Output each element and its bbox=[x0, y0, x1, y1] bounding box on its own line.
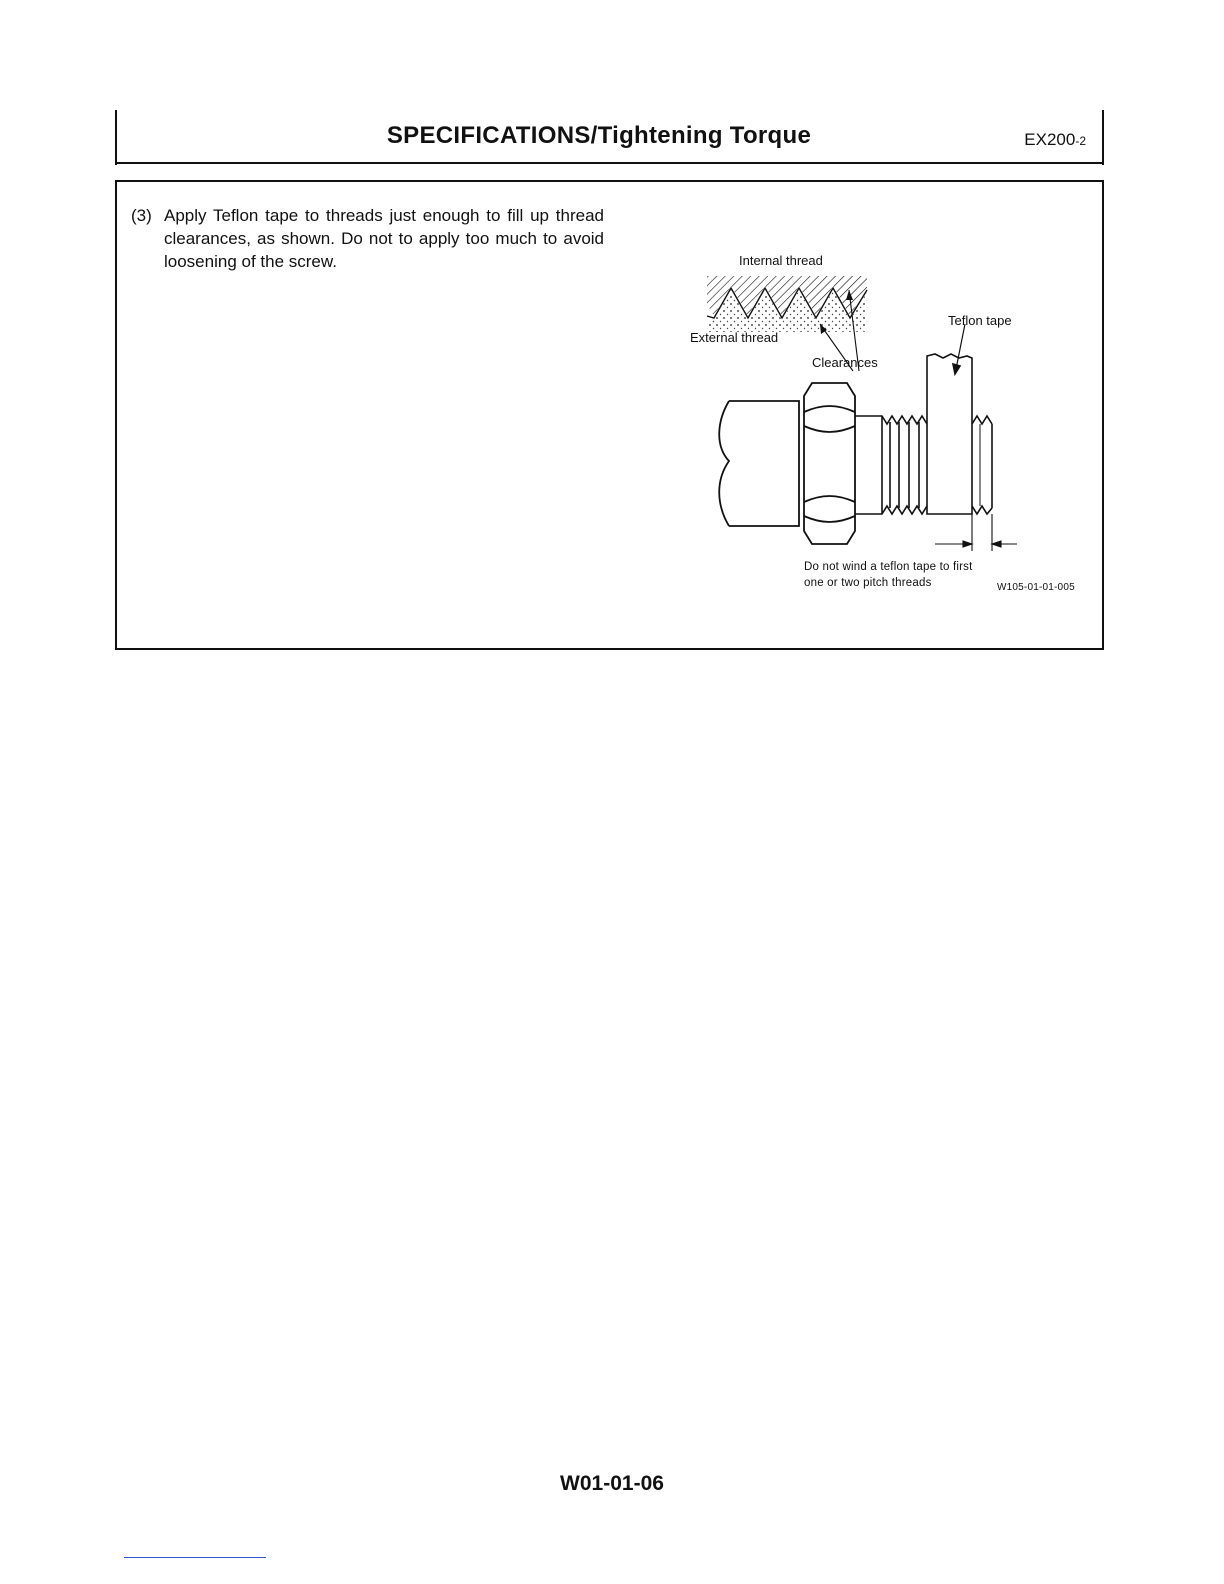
figure-note-line-2: one or two pitch threads bbox=[804, 577, 932, 589]
label-external-thread: External thread bbox=[690, 330, 779, 345]
page-header bbox=[115, 110, 1104, 164]
page-title: SPECIFICATIONS/Tightening Torque bbox=[386, 122, 812, 149]
teflon-tape-figure bbox=[687, 246, 1097, 606]
shaft bbox=[719, 401, 799, 526]
label-internal-thread: Internal thread bbox=[739, 253, 823, 268]
figure-note-line-1: Do not wind a teflon tape to first bbox=[804, 561, 973, 573]
step-text: Apply Teflon tape to threads just enough to fill up thread clearances, as shown. Do not to apply too much to avoid loosening of the screw. bbox=[164, 206, 604, 271]
pitch-dimension bbox=[935, 514, 1017, 551]
model-code bbox=[1024, 130, 1086, 150]
hex-nut bbox=[804, 383, 855, 544]
bare-threads bbox=[972, 416, 992, 514]
figure-note bbox=[804, 559, 973, 591]
header-bottom-rule bbox=[115, 162, 1104, 164]
label-teflon-tape: Teflon tape bbox=[948, 313, 1012, 328]
label-clearances: Clearances bbox=[812, 355, 878, 370]
model-suffix: -2 bbox=[1075, 134, 1086, 148]
figure-code: W105-01-01-005 bbox=[997, 582, 1075, 593]
link-underline bbox=[124, 1557, 266, 1558]
teflon-tape-strip bbox=[927, 324, 972, 514]
threaded-section bbox=[855, 416, 932, 514]
page-number: W01-01-06 bbox=[560, 1472, 664, 1495]
content-box bbox=[115, 180, 1104, 650]
header-right-rule bbox=[1102, 110, 1104, 165]
step-number: (3) bbox=[131, 206, 152, 225]
model-name: EX200 bbox=[1024, 130, 1076, 149]
thread-diagram bbox=[687, 246, 1097, 606]
